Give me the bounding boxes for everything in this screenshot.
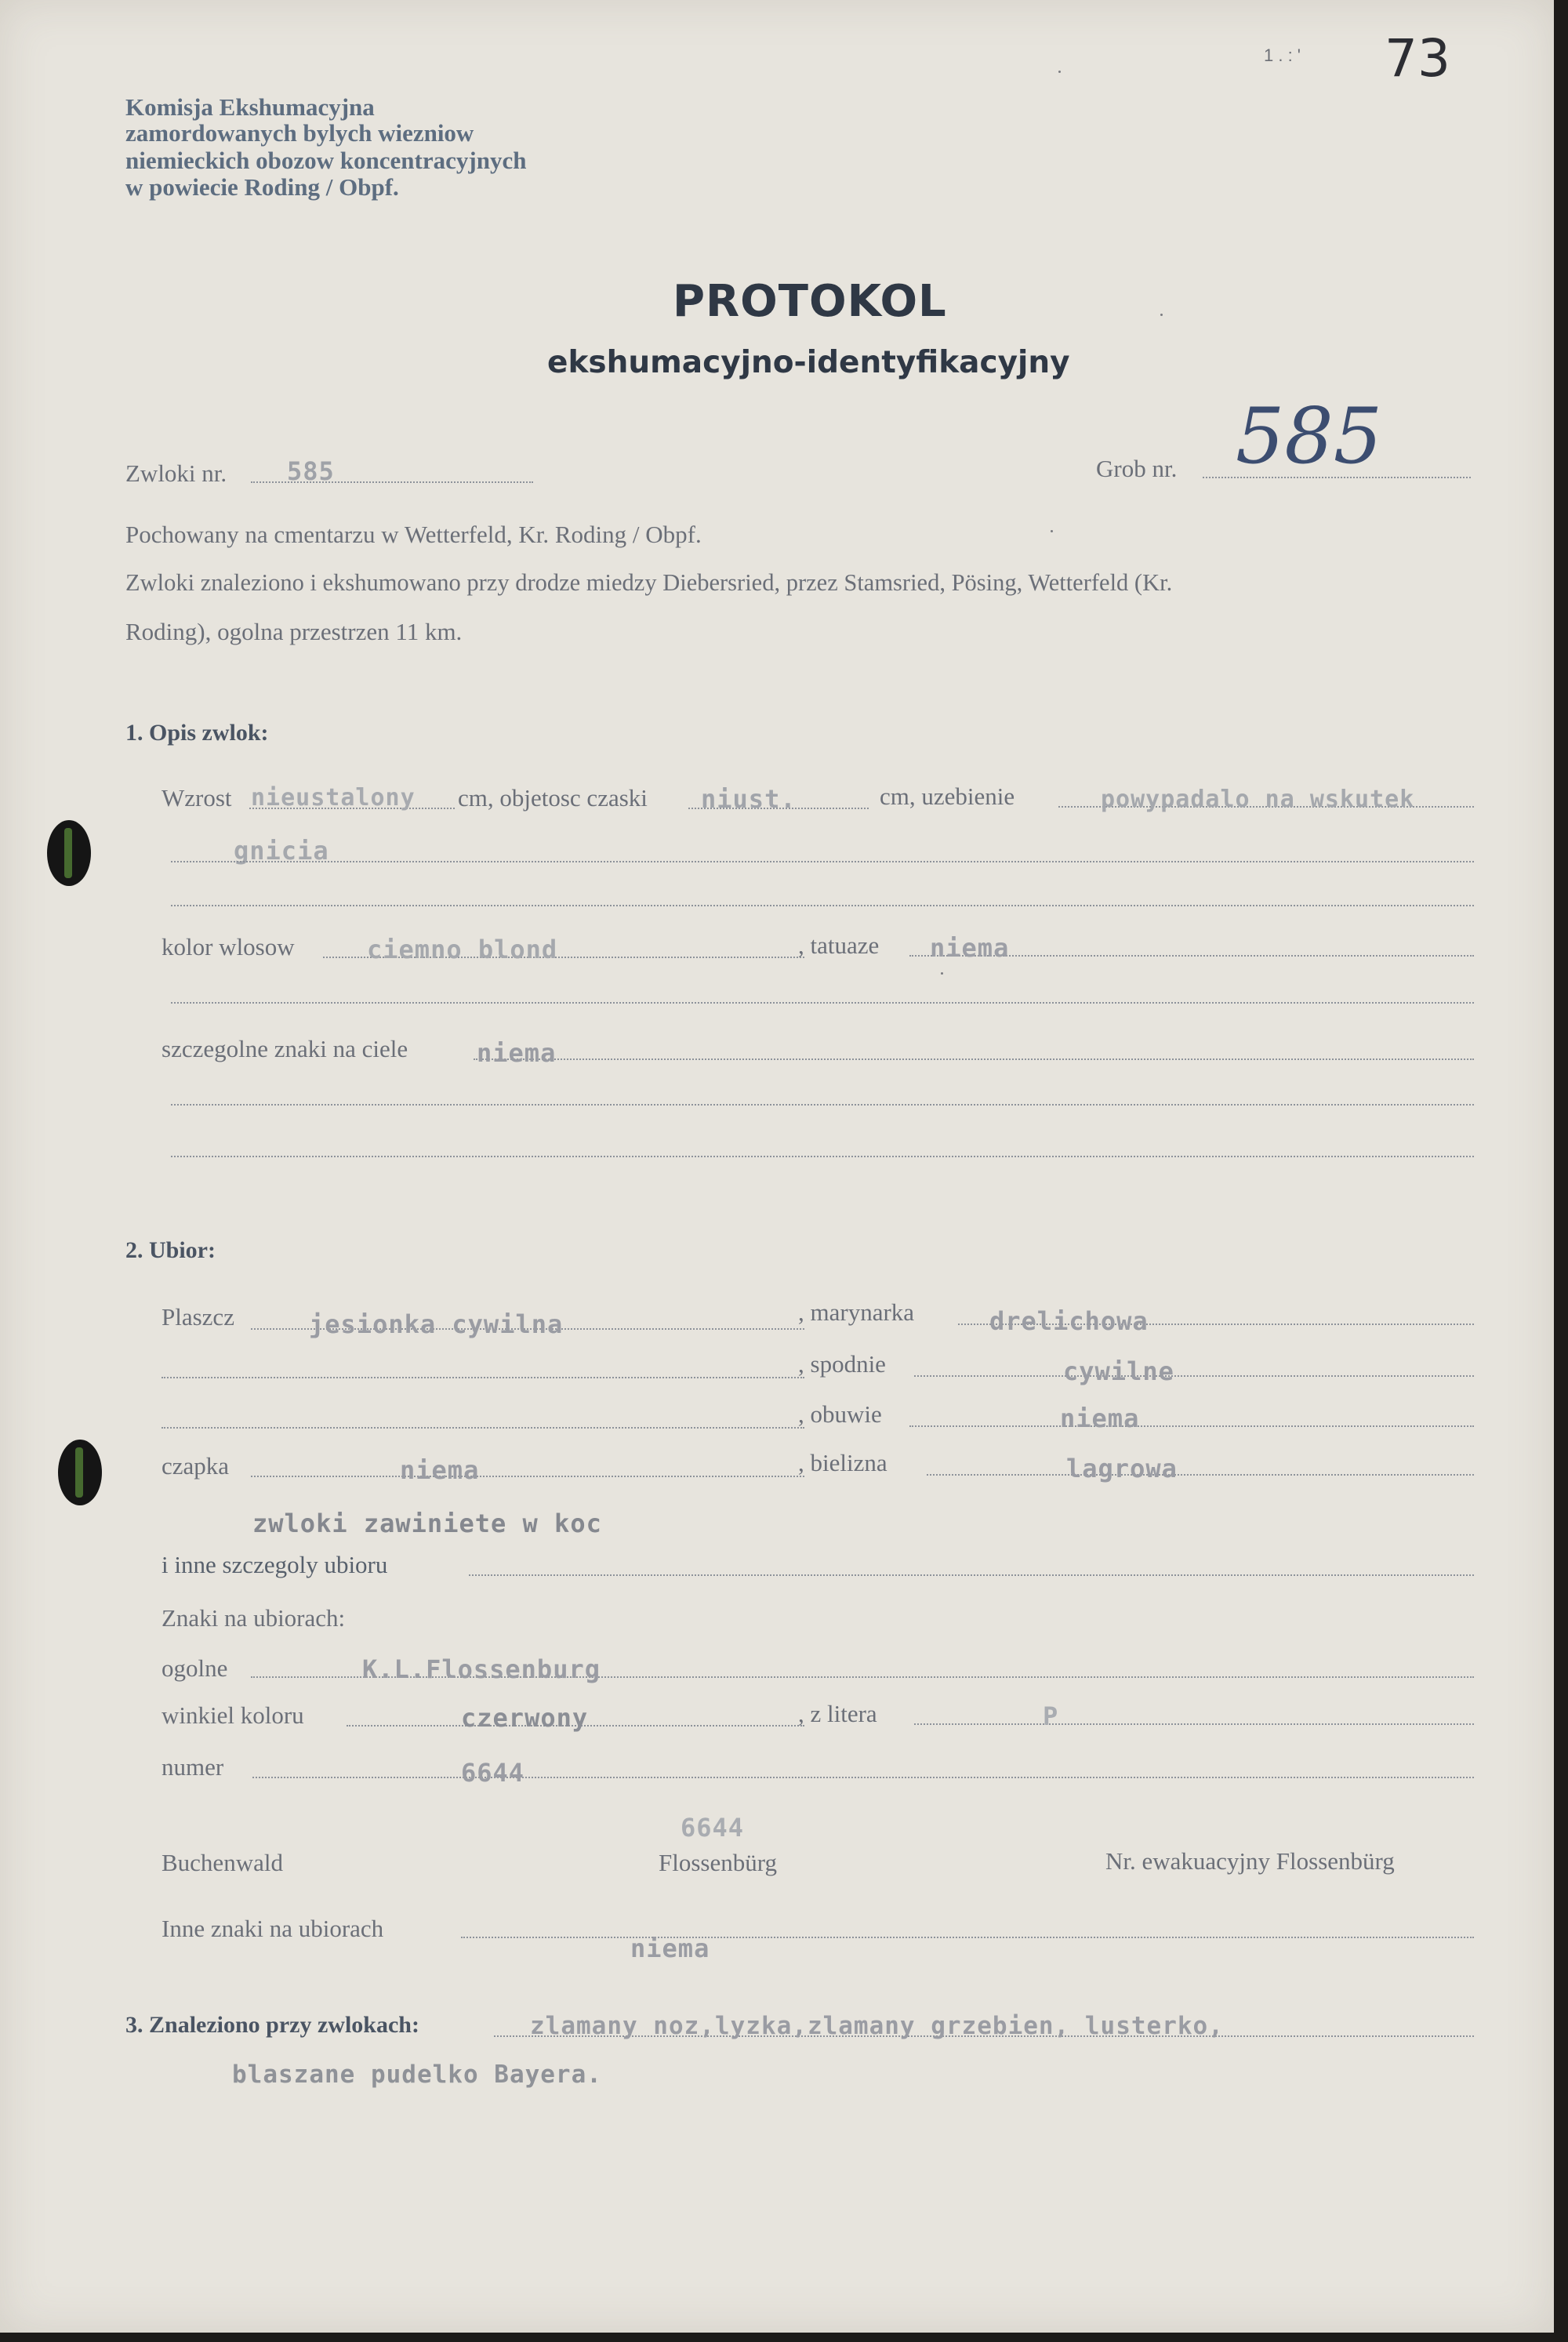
trousers-line [914, 1375, 1474, 1377]
commission-line-1: Komisja Ekshumacyjna [125, 93, 375, 121]
teeth-value-2: gnicia [234, 836, 329, 866]
burial-line-2: Zwloki znaleziono i ekshumowano przy drodze miedzy Diebersried, przez Stamsried, Pösing, Wetterfeld (Kr. [125, 569, 1173, 596]
blank-line-4 [171, 1156, 1474, 1157]
teeth-line-2 [171, 861, 1474, 862]
coat-value: jesionka cywilna [309, 1309, 564, 1339]
coat-label: Plaszcz [162, 1303, 234, 1331]
other-clothing-line [469, 1574, 1474, 1576]
body-marks-label: szczegolne znaki na ciele [162, 1035, 408, 1062]
trousers-pre-line [162, 1377, 804, 1378]
document-title: PROTOKOL [673, 276, 947, 327]
cap-line [251, 1476, 804, 1477]
triangle-color-value: czerwony [461, 1703, 589, 1733]
trousers-label: , spodnie [798, 1350, 886, 1378]
teeth-value: powypadalo na wskutek [1101, 786, 1415, 813]
commission-line-4: w powiecie Roding / Obpf. [125, 173, 399, 201]
blank-line-3 [171, 1104, 1474, 1106]
underwear-label: , bielizna [798, 1449, 887, 1476]
evacuation-number-label: Nr. ewakuacyjny Flossenbürg [1105, 1847, 1395, 1875]
buchenwald-label: Buchenwald [162, 1849, 283, 1876]
cap-label: czapka [162, 1452, 230, 1480]
hair-value: ciemno blond [367, 935, 558, 964]
corpse-number-label: Zwloki nr. [125, 459, 227, 487]
cap-value: niema [400, 1455, 480, 1485]
shoes-pre-line [162, 1427, 804, 1429]
general-marks-label: ogolne [162, 1654, 228, 1682]
other-clothing-label: i inne szczegoly ubioru [162, 1551, 388, 1578]
letter-line [914, 1723, 1474, 1725]
number-line [252, 1777, 1474, 1778]
skull-label: cm, objetosc czaski [458, 784, 648, 812]
grave-number-label: Grob nr. [1096, 455, 1178, 482]
found-items-value-1: zlamany noz,lyzka,zlamany grzebien, lusterko, [530, 2012, 1224, 2040]
commission-line-3: niemieckich obozow koncentracyjnych [125, 147, 527, 174]
skull-value: niust. [701, 784, 797, 814]
underwear-value: lagrowa [1066, 1454, 1178, 1483]
other-clothing-value: zwloki zawiniete w koc [252, 1509, 602, 1538]
burial-line-1: Pochowany na cmentarzu w Wetterfeld, Kr. Roding / Obpf. [125, 521, 702, 548]
commission-line-2: zamordowanych bylych wiezniow [125, 119, 474, 147]
body-marks-value: niema [477, 1038, 557, 1068]
jacket-label: , marynarka [798, 1298, 915, 1326]
letter-value: P [1043, 1701, 1059, 1731]
paper-speck [941, 972, 943, 975]
blank-line-1 [171, 905, 1474, 906]
flossenburg-number-value: 6644 [681, 1813, 745, 1843]
shoes-value: niema [1060, 1403, 1140, 1433]
document-subtitle: ekshumacyjno-identyfikacyjny [547, 345, 1070, 380]
flossenburg-label: Flossenbürg [659, 1849, 778, 1876]
paper-speck [1058, 71, 1061, 73]
other-clothing-marks-label: Inne znaki na ubiorach [162, 1915, 384, 1942]
section-3-heading: 3. Znaleziono przy zwlokach: [125, 2012, 419, 2038]
letter-label: , z litera [798, 1700, 877, 1727]
tattoo-value: niema [930, 933, 1010, 963]
general-marks-value: K.L.Flossenburg [362, 1654, 601, 1684]
hair-label: kolor wlosow [162, 933, 295, 960]
number-label: numer [162, 1753, 224, 1781]
underwear-line [927, 1474, 1474, 1476]
punch-hole-top [47, 820, 91, 886]
trousers-value: cywilne [1063, 1356, 1174, 1386]
punch-hole-bottom [58, 1440, 102, 1505]
shoes-line [909, 1425, 1474, 1427]
other-clothing-marks-value: niema [630, 1934, 710, 1963]
paper-speck [1160, 314, 1163, 316]
burial-line-3: Roding), ogolna przestrzen 11 km. [125, 618, 463, 645]
grave-number-value: 585 [1236, 392, 1383, 481]
found-items-value-2: blaszane pudelko Bayera. [232, 2061, 602, 2089]
triangle-color-label: winkiel koloru [162, 1701, 304, 1729]
blank-line-2 [171, 1002, 1474, 1004]
stamp-mark: 1 . : ' [1264, 45, 1301, 65]
paper-speck [1051, 530, 1053, 532]
page-number: 73 [1385, 28, 1450, 89]
teeth-label: cm, uzebienie [880, 782, 1015, 810]
height-value: nieustalony [251, 784, 416, 812]
section-2-heading: 2. Ubior: [125, 1237, 216, 1263]
body-marks-line [474, 1058, 1474, 1060]
corpse-number-value: 585 [287, 456, 335, 486]
other-clothing-marks-line [461, 1937, 1474, 1938]
jacket-value: drelichowa [989, 1306, 1149, 1336]
number-value: 6644 [461, 1758, 525, 1788]
tattoo-label: , tatuaze [798, 931, 880, 959]
clothing-marks-heading: Znaki na ubiorach: [162, 1604, 346, 1632]
shoes-label: , obuwie [798, 1400, 882, 1428]
section-1-heading: 1. Opis zwlok: [125, 720, 269, 746]
height-label: Wzrost [162, 784, 232, 812]
